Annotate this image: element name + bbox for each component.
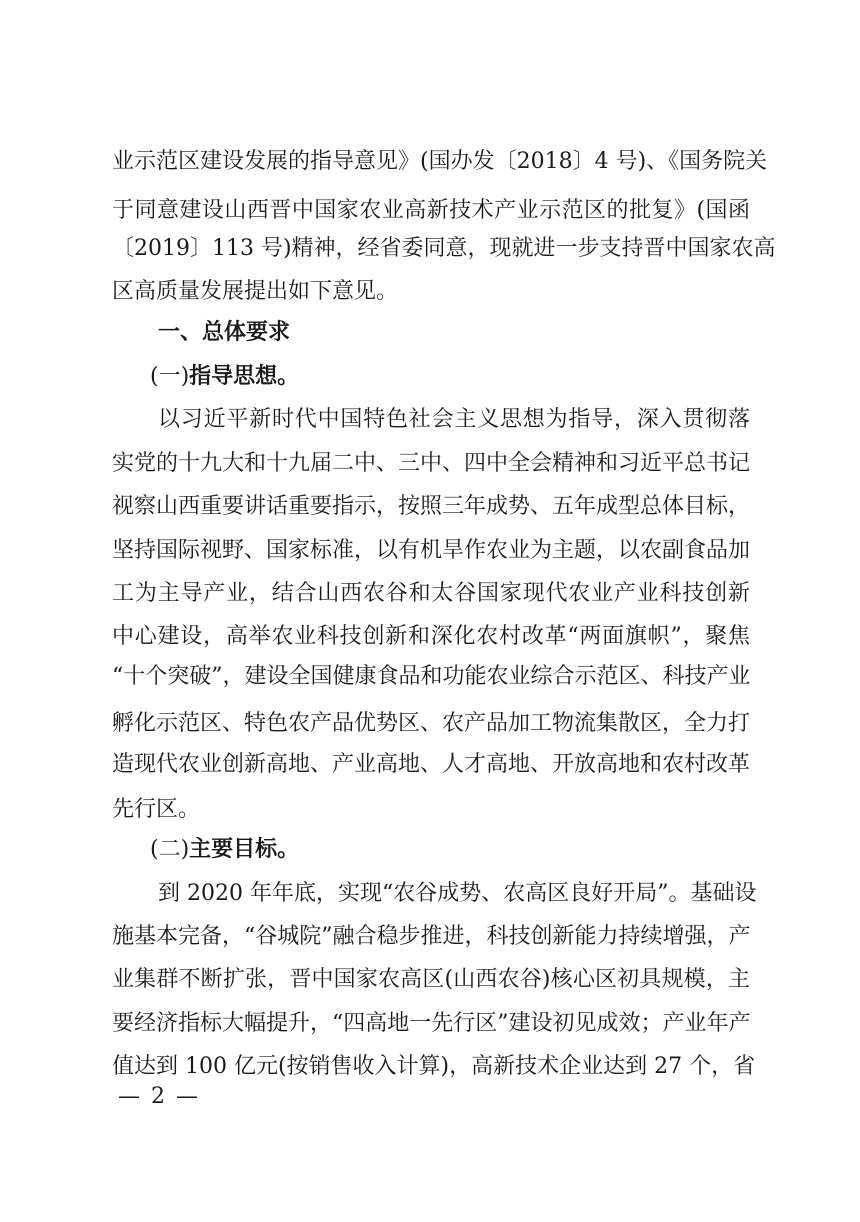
text-line: 值达到 100 亿元(按销售收入计算)，高新技术企业达到 27 个，省 <box>112 1054 756 1079</box>
text-line: 要经济指标大幅提升，“四高地一先行区”建设初见成效；产业年产 <box>112 1011 751 1036</box>
subsection-number: (二) <box>150 837 190 862</box>
text-line: 以习近平新时代中国特色社会主义思想为指导，深入贯彻落 <box>158 407 750 432</box>
text-line: 区高质量发展提出如下意见。 <box>112 279 399 304</box>
text-line: 孵化示范区、特色农产品优势区、农产品加工物流集散区，全力打 <box>112 711 751 736</box>
text-line: 业示范区建设发展的指导意见》(国办发〔2018〕4 号)、《国务院关 <box>112 149 768 174</box>
text-line: 坚持国际视野、国家标准，以有机旱作农业为主题，以农副食品加 <box>112 538 751 563</box>
text-line: 业集群不断扩张，晋中国家农高区(山西农谷)核心区初具规模，主 <box>112 967 750 992</box>
page-number: — 2 — <box>118 1084 200 1109</box>
text-line: 中心建设，高举农业科技创新和深化农村改革“两面旗帜”，聚焦 <box>112 624 750 649</box>
subsection-title: 主要目标。 <box>189 837 300 862</box>
text-line: 工为主导产业，结合山西农谷和太谷国家现代农业产业科技创新 <box>112 581 750 606</box>
text-line: 造现代农业创新高地、产业高地、人才高地、开放高地和农村改革 <box>112 752 751 777</box>
subsection-number: (一) <box>150 364 190 389</box>
section-heading: 一、总体要求 <box>158 320 291 345</box>
text-line: 实党的十九大和十九届二中、三中、四中全会精神和习近平总书记 <box>112 451 751 476</box>
subsection-heading <box>150 835 299 865</box>
text-line: 于同意建设山西晋中国家农业高新技术产业示范区的批复》(国函 <box>112 198 750 223</box>
subsection-title: 指导思想。 <box>189 364 300 389</box>
text-line: “十个突破”，建设全国健康食品和功能农业综合示范区、科技产业 <box>112 664 751 689</box>
text-line: 〔2019〕113 号)精神，经省委同意，现就进一步支持晋中国家农高 <box>112 236 776 261</box>
subsection-heading <box>150 362 299 392</box>
text-line: 视察山西重要讲话重要指示，按照三年成势、五年成型总体目标， <box>112 494 751 519</box>
text-line: 先行区。 <box>112 797 201 822</box>
text-line: 到 2020 年年底，实现“农谷成势、农高区良好开局”。基础设 <box>158 881 757 906</box>
text-line: 施基本完备，“谷城院”融合稳步推进，科技创新能力持续增强，产 <box>112 924 751 949</box>
